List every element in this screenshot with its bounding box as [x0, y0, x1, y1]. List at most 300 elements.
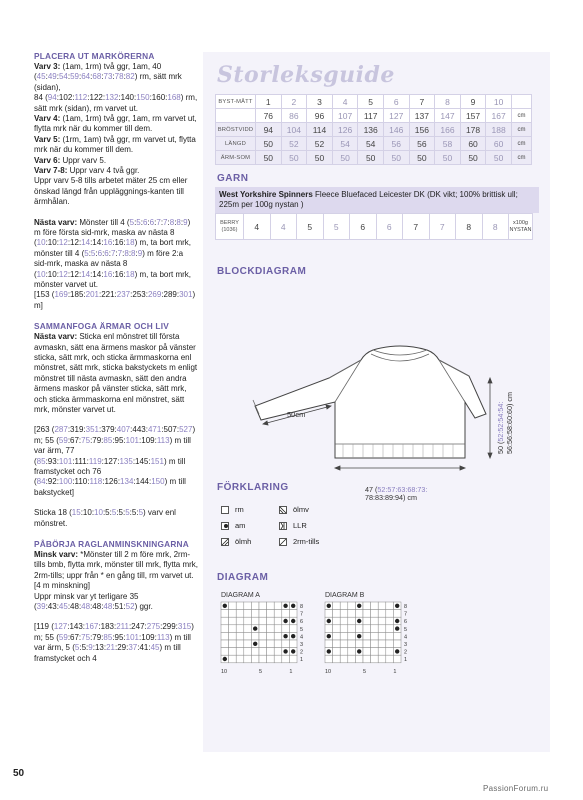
paragraph — [34, 166, 198, 176]
size-cell: 50 — [358, 151, 384, 165]
size-row — [216, 95, 532, 109]
text-run: 119 — [88, 456, 102, 466]
text-run: 6 — [142, 217, 148, 227]
yarn-amount-cell: 6 — [350, 214, 377, 240]
chart-cell — [378, 625, 386, 633]
chart-cell — [274, 617, 282, 625]
text-run: : — [112, 72, 115, 82]
text-run: ) rm, sätt mrk (sidan), rm varvet ut. — [34, 93, 198, 113]
unit-cell — [511, 95, 531, 109]
text-run: Varv 6: — [34, 155, 61, 165]
size-cell: 56 — [409, 137, 435, 151]
size-cell: 94 — [256, 123, 282, 137]
text-run: 407 — [116, 425, 131, 435]
text-run: 94 — [47, 93, 57, 103]
text-run: :379: — [98, 425, 117, 435]
text-run: 68 — [92, 72, 102, 82]
row-label: ÄRM-SOM — [216, 151, 256, 165]
purl-dot — [291, 649, 295, 653]
length-dimension-2: 56:56:58:60:60) cm — [505, 392, 514, 454]
chart-cell — [236, 610, 244, 618]
size-cell: 50 — [281, 151, 307, 165]
chart-cell — [340, 640, 348, 648]
row-number: 1 — [404, 657, 408, 664]
chart-cell — [348, 610, 356, 618]
size-cell: 107 — [332, 109, 358, 123]
legend-label: LLR — [293, 521, 307, 530]
chart-cell — [289, 640, 297, 648]
text-run: 45 — [36, 72, 46, 82]
chart-cell — [229, 617, 237, 625]
width-dimension-part: 47 ( — [365, 485, 378, 494]
chart-cell — [340, 617, 348, 625]
purl-dot — [395, 619, 399, 623]
text-run: : — [79, 72, 82, 82]
chart-cell — [371, 617, 379, 625]
text-run: *Mönster till 2 m före mrk, 2rm-tills bmb, flytta mrk, mönster till mrk, flytta mrk, 2rm-tills; uppr från * en gång till, rm varvet ut. [4 m minskning] — [34, 549, 199, 591]
purl-dot — [357, 619, 361, 623]
yarn-text: Fleece Bluefaced Leicester DK (DK vikt; 100% brittisk ull; 225m per 100g nystan ) — [219, 190, 518, 209]
text-run: 5 — [111, 508, 117, 518]
text-run: :127: — [101, 456, 120, 466]
purl-dot — [327, 634, 331, 638]
knitting-charts — [203, 590, 550, 680]
text-run: :122: — [87, 93, 106, 103]
chart-cell — [229, 655, 237, 663]
text-run: 168 — [167, 93, 181, 103]
text-run: :5: — [79, 643, 89, 653]
size-cell: 114 — [307, 123, 333, 137]
text-run: 269 — [147, 290, 162, 300]
size-cell: 50 — [256, 151, 282, 165]
text-run: :102: — [56, 93, 75, 103]
chart-cell — [371, 610, 379, 618]
length-dimension-part: 52:52:54:54: — [496, 401, 505, 442]
text-run: Uppr varv 5. — [60, 155, 107, 165]
chart-cell — [378, 648, 386, 656]
chart-cell — [244, 640, 252, 648]
chart-cell — [236, 632, 244, 640]
purl-dot — [357, 649, 361, 653]
chart-cell — [371, 625, 379, 633]
col-number: 5 — [259, 668, 263, 675]
size-cell: 117 — [358, 109, 384, 123]
chart-cell — [244, 610, 252, 618]
text-run: :67: — [67, 632, 82, 642]
size-cell: 60 — [486, 137, 512, 151]
width-dimension-part: 52:57:63:68:73: — [377, 485, 428, 494]
size-cell: 8 — [435, 95, 461, 109]
text-run: :289: — [161, 290, 180, 300]
chart-cell — [259, 640, 267, 648]
size-row — [216, 109, 532, 123]
chart-cell — [274, 655, 282, 663]
block-diagram-heading: BLOCKDIAGRAM — [217, 266, 307, 277]
sweater-outline — [255, 346, 486, 458]
text-run: 7 — [110, 248, 116, 258]
size-guide-title: Storleksguide — [217, 62, 395, 88]
row-label — [216, 109, 256, 123]
text-run: : — [154, 217, 157, 227]
size-cell: 1 — [256, 95, 282, 109]
chart-cell — [251, 617, 259, 625]
purl-dot — [253, 642, 257, 646]
text-run: :299: — [160, 622, 178, 632]
paragraph — [34, 156, 198, 166]
paragraph — [34, 93, 198, 114]
chart-cell — [267, 602, 275, 610]
text-run: : — [108, 248, 111, 258]
size-cell: 156 — [409, 123, 435, 137]
text-run: (1am, 1rm) två ggr, 1am, 40 ( — [34, 61, 162, 82]
text-run: : — [45, 72, 48, 82]
chart-cell — [274, 640, 282, 648]
text-run: 8 — [169, 217, 175, 227]
ollmv-symbol-icon — [279, 506, 287, 514]
col-number: 1 — [393, 668, 397, 675]
text-run: 135 — [119, 456, 133, 466]
yarn-amount-cell: 4 — [270, 214, 297, 240]
text-run: :247: — [128, 622, 147, 632]
chart-cell — [251, 648, 259, 656]
text-run: 150 — [136, 93, 150, 103]
size-cell: 54 — [358, 137, 384, 151]
chart-cell — [289, 610, 297, 618]
chart-cell — [340, 655, 348, 663]
text-run: ) m] — [34, 290, 196, 310]
chart-cell — [386, 610, 394, 618]
chart-cell — [274, 648, 282, 656]
chart-label: DIAGRAM B — [325, 592, 365, 599]
text-run: :67: — [67, 435, 82, 445]
chart-cell — [393, 610, 401, 618]
watermark: PassionForum.ru — [483, 784, 549, 793]
text-run: :13: — [92, 643, 107, 653]
text-run: 6 — [149, 217, 155, 227]
text-run: 5 — [90, 248, 96, 258]
chart-cell — [259, 610, 267, 618]
size-cell: 126 — [332, 123, 358, 137]
chart-cell — [221, 625, 229, 633]
text-run: :43: — [45, 602, 59, 611]
purl-dot — [283, 619, 287, 623]
text-run: : — [147, 217, 150, 227]
text-run: :145: — [132, 456, 151, 466]
text-run: : — [95, 248, 98, 258]
row-number: 7 — [300, 611, 304, 618]
chart-cell — [340, 610, 348, 618]
size-cell: 2 — [281, 95, 307, 109]
text-run: 113 — [156, 632, 170, 642]
purl-dot — [357, 634, 361, 638]
chart-cell — [259, 602, 267, 610]
text-run: 9 — [183, 217, 188, 227]
text-run: :29: — [114, 643, 129, 653]
text-run: Sticka 18 ( — [34, 508, 72, 518]
legend-heading: FÖRKLARING — [217, 482, 289, 493]
text-run: : — [180, 217, 184, 227]
legend-item — [221, 505, 244, 514]
text-run: 49 — [47, 72, 57, 82]
text-run: :160: — [149, 93, 168, 103]
text-run: ) m, ta bort mrk, mönster varvet ut. — [34, 269, 192, 290]
text-run: :14: — [90, 238, 104, 248]
chart-cell — [221, 617, 229, 625]
chart-cell — [340, 632, 348, 640]
row-number: 8 — [300, 604, 304, 610]
chart-cell — [282, 655, 290, 663]
text-run: : — [122, 248, 125, 258]
paragraph — [34, 176, 198, 207]
chart-cell — [251, 655, 259, 663]
chart-cell — [333, 640, 341, 648]
chart-cell — [363, 640, 371, 648]
chart-cell — [221, 632, 229, 640]
chart-cell — [386, 655, 394, 663]
text-run: 39 — [36, 602, 46, 611]
text-run: :16: — [112, 269, 126, 279]
chart-cell — [371, 632, 379, 640]
text-run: :5: — [102, 508, 112, 518]
size-cell: 3 — [307, 95, 333, 109]
text-run: 85 — [103, 632, 113, 642]
text-run: :253: — [130, 290, 148, 300]
text-run: : — [56, 72, 59, 82]
yarn-amount-table — [215, 213, 533, 240]
text-run: ) varv enl mönstret. — [34, 508, 176, 528]
text-run: 301 — [179, 290, 193, 300]
purl-dot — [283, 634, 287, 638]
size-cell: 56 — [383, 137, 409, 151]
text-run: 52 — [125, 602, 135, 611]
chart-cell — [236, 617, 244, 625]
text-run: Uppr varv 4 två ggr. — [67, 165, 140, 175]
chart-cell — [333, 625, 341, 633]
legend-item — [221, 537, 251, 546]
chart-cell — [348, 602, 356, 610]
chart-cell — [340, 602, 348, 610]
text-run: :111: — [72, 456, 89, 466]
chart-cell — [355, 655, 363, 663]
row-label: BRÖSTVIDD — [216, 123, 256, 137]
chart-cell — [325, 610, 333, 618]
row-number: 6 — [404, 619, 408, 626]
text-run: 10 — [94, 508, 103, 518]
chart-cell — [244, 602, 252, 610]
chart-cell — [340, 648, 348, 656]
chart-cell — [229, 640, 237, 648]
size-cell: 50 — [435, 151, 461, 165]
text-run: 5 — [138, 508, 144, 518]
size-cell: 50 — [307, 151, 333, 165]
size-cell: 50 — [383, 151, 409, 165]
size-cell: 7 — [409, 95, 435, 109]
section-heading: PLACERA UT MARKÖRERNA — [34, 51, 155, 61]
text-run: ) m; 55 ( — [34, 622, 194, 642]
paragraph — [34, 332, 198, 415]
text-run: 5 — [125, 508, 130, 518]
col-number: 10 — [325, 668, 332, 675]
paragraph — [34, 592, 198, 613]
text-run: :48: — [67, 602, 82, 611]
chart-cell — [371, 655, 379, 663]
chart-cell — [393, 632, 401, 640]
box-symbol-icon — [221, 506, 229, 514]
chart-cell — [282, 625, 290, 633]
text-run: 237 — [116, 290, 131, 300]
size-guide-panel — [203, 52, 550, 752]
chart-cell — [371, 640, 379, 648]
text-run: 167 — [85, 622, 99, 632]
text-run: 351 — [85, 425, 99, 435]
text-run: ) m till framstycket och 76 ( — [34, 456, 186, 487]
text-run: 16 — [103, 269, 113, 279]
text-run: 151 — [150, 456, 164, 466]
text-run: 9 — [137, 248, 143, 258]
paragraph — [34, 622, 198, 664]
chart-cell — [340, 625, 348, 633]
size-cell: 52 — [281, 137, 307, 151]
chart-cell — [363, 610, 371, 618]
text-run: ) m före första sid-mrk, maska av nästa 8 ( — [34, 217, 191, 248]
text-run: : — [134, 217, 137, 227]
size-cell: 157 — [460, 109, 486, 123]
text-run: :79: — [90, 632, 104, 642]
chart-cell — [267, 648, 275, 656]
text-run: : — [102, 248, 105, 258]
size-cell: 6 — [383, 95, 409, 109]
text-run: 18 — [125, 238, 135, 248]
text-run: ) m före 2:a sid-mrk, maska av nästa 8 ( — [34, 248, 184, 279]
chart-cell — [363, 655, 371, 663]
text-run: :10: — [45, 269, 59, 279]
chart-cell — [236, 648, 244, 656]
section-heading: SAMMANFOGA ÄRMAR OCH LIV — [34, 321, 169, 332]
row-number: 2 — [404, 649, 408, 656]
legend-item — [279, 537, 319, 546]
chart-cell — [236, 655, 244, 663]
text-run: [119 ( — [34, 622, 54, 632]
text-run: :10: — [45, 238, 59, 248]
legend-label: 2rm-tills — [293, 537, 320, 546]
chart-cell — [251, 610, 259, 618]
chart-cell — [259, 632, 267, 640]
size-cell: 86 — [281, 109, 307, 123]
text-run: 7 — [156, 217, 161, 227]
size-cell: 10 — [486, 95, 512, 109]
chart-cell — [355, 625, 363, 633]
size-cell: 96 — [307, 109, 333, 123]
chart-cell — [282, 610, 290, 618]
chart-cell — [363, 625, 371, 633]
size-cell: 166 — [435, 123, 461, 137]
text-run: : — [123, 72, 126, 82]
text-run: : — [101, 72, 104, 82]
text-run: 48 — [81, 602, 91, 611]
text-run: 18 — [125, 269, 135, 279]
chart-cell — [378, 610, 386, 618]
chart-cell — [251, 632, 259, 640]
row-label: LÄNGD — [216, 137, 256, 151]
text-run: : — [90, 72, 93, 82]
text-run: 14 — [81, 238, 91, 248]
text-run: 73 — [103, 72, 113, 82]
text-run: Nästa varv: — [34, 332, 78, 342]
chart-cell — [267, 632, 275, 640]
text-run: 5 — [84, 248, 89, 258]
chart-cell — [236, 640, 244, 648]
chart-cell — [371, 648, 379, 656]
legend-label: am — [235, 521, 246, 530]
text-run: 132 — [105, 93, 119, 103]
text-run: Sticka enl mönstret till första avmaskn, sätt ena ärmens maskor på vänster sticka, sätt mrk, och sticka ärmmaskorna enl mönstret, sätt mrk, sticka bakstyckets m enligt mönstret till nästa avmaskn, sätt den andra ärmens maskor på vänster sticka, sätt mrk, och sticka ärmmaskorna enl mönstret, sätt mrk, mönster varvet ut. — [34, 332, 198, 414]
yarn-amount-cell: 7 — [403, 214, 430, 240]
text-run: : — [140, 217, 143, 227]
row-number: 8 — [404, 604, 408, 610]
text-run: 315 — [177, 622, 192, 632]
chart-cell — [244, 617, 252, 625]
chart-cell — [333, 632, 341, 640]
chart-cell — [333, 610, 341, 618]
text-run: 527 — [179, 425, 193, 435]
yarn-amount-cell: 8 — [456, 214, 483, 240]
text-run: :10: — [80, 508, 95, 518]
width-dimension-2: 78:83:89:94) cm — [365, 493, 417, 502]
chart-cell — [348, 648, 356, 656]
chart-cell — [267, 655, 275, 663]
length-dimension-part: 50 ( — [496, 441, 505, 454]
text-run: :16: — [112, 238, 126, 248]
size-row — [216, 151, 532, 165]
text-run: Varv 5: — [34, 134, 61, 144]
text-run: Mönster till 4 ( — [77, 217, 130, 227]
text-run: Varv 7-8: — [34, 165, 68, 175]
chart-cell — [259, 655, 267, 663]
size-row — [216, 137, 532, 151]
yarn-description — [215, 187, 539, 213]
text-run: 5 — [136, 217, 141, 227]
size-cell: 136 — [358, 123, 384, 137]
text-run: 75 — [81, 435, 91, 445]
col-number: 1 — [289, 668, 293, 675]
chart-cell — [386, 632, 394, 640]
row-number: 6 — [300, 619, 304, 626]
text-run: :95: — [112, 435, 126, 445]
yarn-amount-cell: 8 — [482, 214, 509, 240]
text-run: 10 — [36, 238, 46, 248]
size-table — [215, 94, 532, 165]
text-run: 101 — [125, 632, 140, 642]
text-run: :12: — [67, 269, 82, 279]
paragraph — [34, 550, 198, 592]
chart-cell — [267, 610, 275, 618]
text-run: 118 — [89, 477, 103, 487]
text-run: 15 — [71, 508, 81, 518]
text-run: 45 — [150, 643, 160, 653]
text-run: :185: — [67, 290, 86, 300]
row-number: 5 — [404, 626, 408, 633]
chart-grid — [221, 602, 297, 663]
size-cell: 4 — [332, 95, 358, 109]
legend-label: rm — [235, 505, 244, 514]
chart-cell — [325, 625, 333, 633]
text-run: :183: — [98, 622, 117, 632]
chart-cell — [363, 617, 371, 625]
text-run: 12 — [58, 269, 68, 279]
legend-label: ölmv — [293, 505, 309, 514]
chart-cell — [236, 602, 244, 610]
text-run: :51: — [112, 602, 126, 611]
